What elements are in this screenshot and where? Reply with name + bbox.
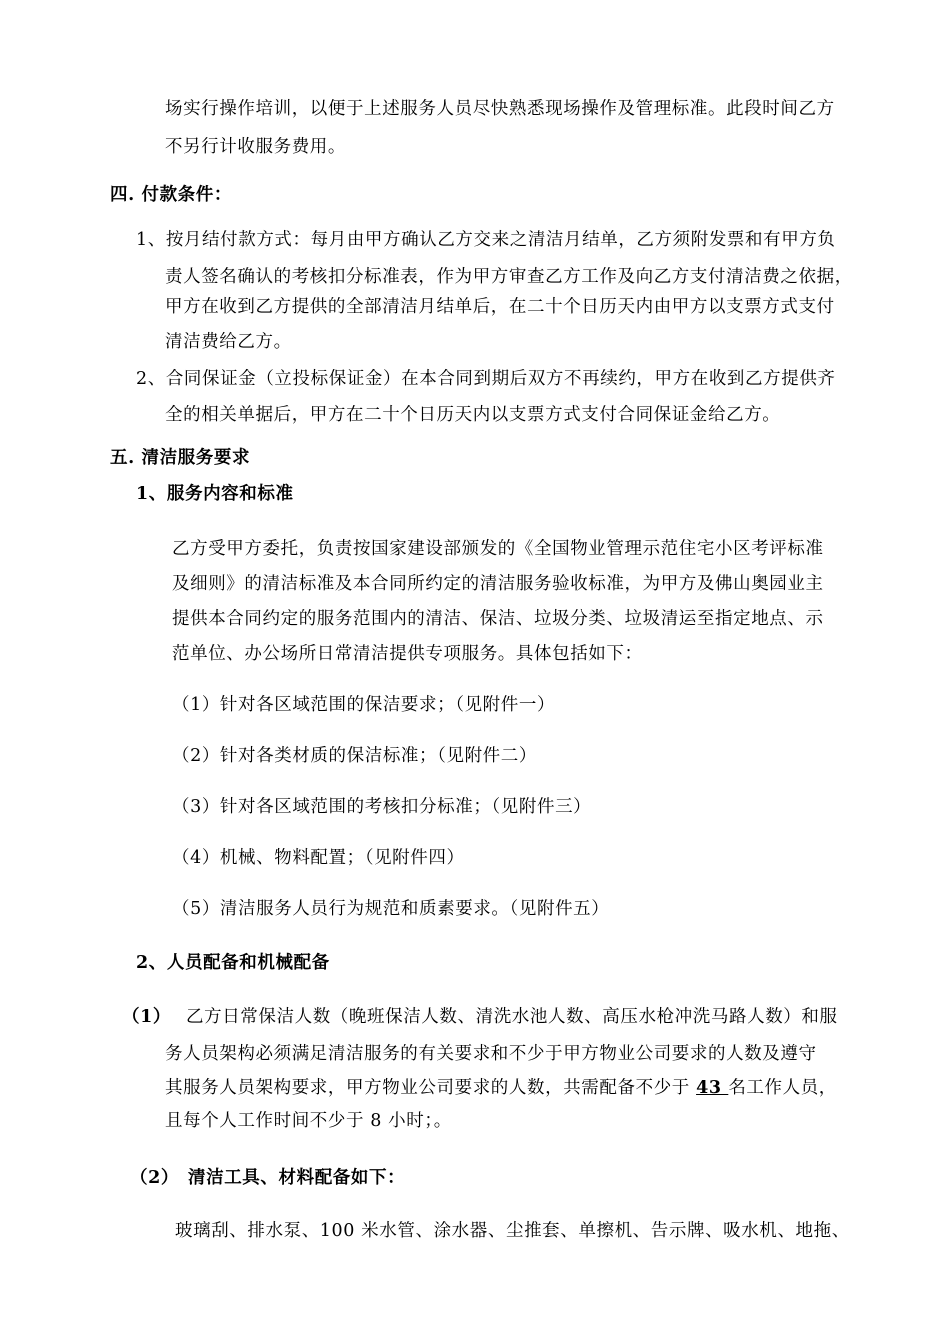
section-5-sub-1-paragraph-line-3: 提供本合同约定的服务范围内的清洁、保洁、垃圾分类、垃圾清运至指定地点、示 — [172, 609, 824, 629]
section-5-sub-1-heading: 1、服务内容和标准 — [136, 484, 294, 504]
intro-line-2: 不另行计收服务费用。 — [165, 137, 346, 157]
section-4-item-1-line-2: 责人签名确认的考核扣分标准表，作为甲方审查乙方工作及向乙方支付清洁费之依据， — [165, 267, 853, 287]
section-5-heading: 五. 清洁服务要求 — [110, 448, 251, 468]
service-item-2: （2）针对各类材质的保洁标准；（见附件二） — [172, 746, 537, 766]
staffing-line-2: 务人员架构必须满足清洁服务的有关要求和不少于甲方物业公司要求的人数及遵守 — [165, 1044, 817, 1064]
section-4-item-2-line-2: 全的相关单据后，甲方在二十个日历天内以支票方式支付合同保证金给乙方。 — [165, 405, 781, 425]
service-item-5: （5）清洁服务人员行为规范和质素要求。（见附件五） — [172, 899, 610, 919]
section-5-sub-1-paragraph-line-2: 及细则》的清洁标准及本合同所约定的清洁服务验收标准，为甲方及佛山奥园业主 — [172, 574, 824, 594]
staffing-line-1: 乙方日常保洁人数（晚班保洁人数、清洗水池人数、高压水枪冲洗马路人数）和服 — [186, 1007, 838, 1027]
service-item-3: （3）针对各区域范围的考核扣分标准；（见附件三） — [172, 797, 592, 817]
staffing-line-3 — [165, 1073, 837, 1103]
intro-line-1: 场实行操作培训，以便于上述服务人员尽快熟悉现场操作及管理标准。此段时间乙方 — [165, 99, 835, 119]
service-item-1: （1）针对各区域范围的保洁要求；（见附件一） — [172, 695, 556, 715]
tools-heading: 清洁工具、材料配备如下： — [188, 1168, 406, 1188]
service-item-4: （4）机械、物料配置；（见附件四） — [172, 848, 465, 868]
section-5-sub-1-paragraph-line-4: 范单位、办公场所日常清洁提供专项服务。具体包括如下： — [172, 644, 643, 664]
section-4-item-1-line-1: 1、按月结付款方式：每月由甲方确认乙方交来之清洁月结单，乙方须附发票和有甲方负 — [136, 230, 836, 250]
section-5-sub-1-paragraph-line-1: 乙方受甲方委托，负责按国家建设部颁发的《全国物业管理示范住宅小区考评标准 — [172, 539, 824, 559]
section-4-item-1-line-3: 甲方在收到乙方提供的全部清洁月结单后，在二十个日历天内由甲方以支票方式支付 — [165, 297, 835, 317]
section-4-item-1-line-4: 清洁费给乙方。 — [165, 332, 292, 352]
tools-line-1: 玻璃刮、排水泵、100 米水管、涂水器、尘推套、单擦机、告示牌、吸水机、地拖、 — [175, 1221, 850, 1241]
staffing-line-3-tail: 名工作人员， — [728, 1078, 837, 1098]
staffing-marker: （1） — [122, 1007, 171, 1027]
staffing-line-4: 且每个人工作时间不少于 8 小时；。 — [165, 1111, 452, 1131]
section-4-heading: 四. 付款条件： — [110, 185, 232, 205]
staff-count-value: 43 — [696, 1078, 729, 1098]
tools-marker: （2） — [130, 1168, 179, 1188]
section-4-item-2-line-1: 2、合同保证金（立投标保证金）在本合同到期后双方不再续约，甲方在收到乙方提供齐 — [136, 369, 836, 389]
staffing-line-3-text: 其服务人员架构要求，甲方物业公司要求的人数，共需配备不少于 — [165, 1078, 697, 1098]
section-5-sub-2-heading: 2、人员配备和机械配备 — [136, 953, 330, 973]
